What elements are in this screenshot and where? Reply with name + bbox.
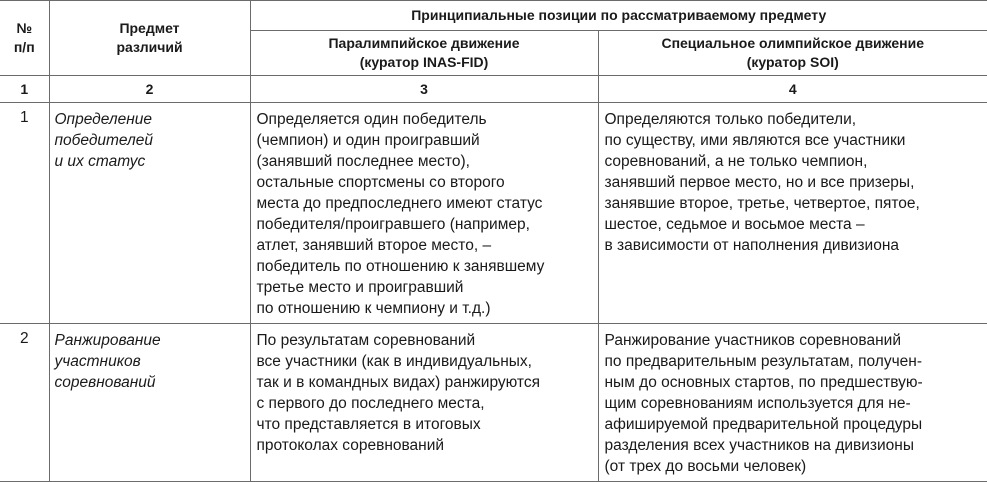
- table-row: [0, 103, 987, 324]
- text-line: победителей: [55, 130, 244, 151]
- row-special-olympic-position: [598, 324, 987, 482]
- row-subject: [49, 324, 250, 482]
- table-row: [0, 324, 987, 482]
- text-line: победитель по отношению к занявшему: [257, 256, 592, 277]
- text-line: остальные спортсмены со второго: [257, 172, 592, 193]
- text-line: Определяются только победители,: [605, 109, 982, 130]
- text-line: Паралимпийское движение: [251, 34, 598, 53]
- text-line: занявший первое место, но и все призеры,: [605, 172, 982, 193]
- text-line: по предварительным результатам, получен-: [605, 351, 982, 372]
- text-line: Предмет: [50, 19, 250, 38]
- text-line: ным до основных стартов, по предшествую-: [605, 372, 982, 393]
- text-line: щим соревнованиям используется для не-: [605, 393, 982, 414]
- header-subject: [49, 1, 250, 76]
- text-line: Специальное олимпийское движение: [599, 34, 987, 53]
- text-line: места до предпоследнего имеют статус: [257, 193, 592, 214]
- column-number-4: 4: [598, 76, 987, 103]
- column-number-2: 2: [49, 76, 250, 103]
- row-paralympic-position: [250, 103, 598, 324]
- header-special-olympic: [598, 31, 987, 76]
- row-subject: [49, 103, 250, 324]
- text-line: (куратор INAS-FID): [251, 53, 598, 72]
- text-line: №: [0, 19, 49, 38]
- text-line: (занявший последнее место),: [257, 151, 592, 172]
- text-line: (куратор SOI): [599, 53, 987, 72]
- text-line: Определение: [55, 109, 244, 130]
- column-number-1: 1: [0, 76, 49, 103]
- column-number-3: 3: [250, 76, 598, 103]
- text-line: атлет, занявший второе место, –: [257, 235, 592, 256]
- text-line: победителя/проигравшего (например,: [257, 214, 592, 235]
- text-line: Ранжирование: [55, 330, 244, 351]
- text-line: в зависимости от наполнения дивизиона: [605, 235, 982, 256]
- text-line: (чемпион) и один проигравший: [257, 130, 592, 151]
- text-line: так и в командных видах) ранжируются: [257, 372, 592, 393]
- text-line: По результатам соревнований: [257, 330, 592, 351]
- text-line: разделения всех участников на дивизионы: [605, 435, 982, 456]
- text-line: все участники (как в индивидуальных,: [257, 351, 592, 372]
- text-line: соревнований, а не только чемпион,: [605, 151, 982, 172]
- text-line: с первого до последнего места,: [257, 393, 592, 414]
- row-special-olympic-position: [598, 103, 987, 324]
- text-line: участников: [55, 351, 244, 372]
- text-line: шестое, седьмое и восьмое места –: [605, 214, 982, 235]
- row-number: 2: [0, 324, 49, 482]
- text-line: что представляется в итоговых: [257, 414, 592, 435]
- text-line: Ранжирование участников соревнований: [605, 330, 982, 351]
- text-line: занявшие второе, третье, четвертое, пятое,: [605, 193, 982, 214]
- text-line: соревнований: [55, 372, 244, 393]
- text-line: протоколах соревнований: [257, 435, 592, 456]
- text-line: по отношению к чемпиону и т.д.): [257, 298, 592, 319]
- text-line: различий: [50, 38, 250, 57]
- text-line: по существу, ими являются все участники: [605, 130, 982, 151]
- row-paralympic-position: [250, 324, 598, 482]
- text-line: п/п: [0, 38, 49, 57]
- text-line: третье место и проигравший: [257, 277, 592, 298]
- text-line: и их статус: [55, 151, 244, 172]
- text-line: афишируемой предварительной процедуры: [605, 414, 982, 435]
- header-number: [0, 1, 49, 76]
- header-group: Принципиальные позиции по рассматриваемому предмету: [250, 1, 987, 31]
- text-line: (от трех до восьми человек): [605, 456, 982, 477]
- header-paralympic: [250, 31, 598, 76]
- text-line: Определяется один победитель: [257, 109, 592, 130]
- row-number: 1: [0, 103, 49, 324]
